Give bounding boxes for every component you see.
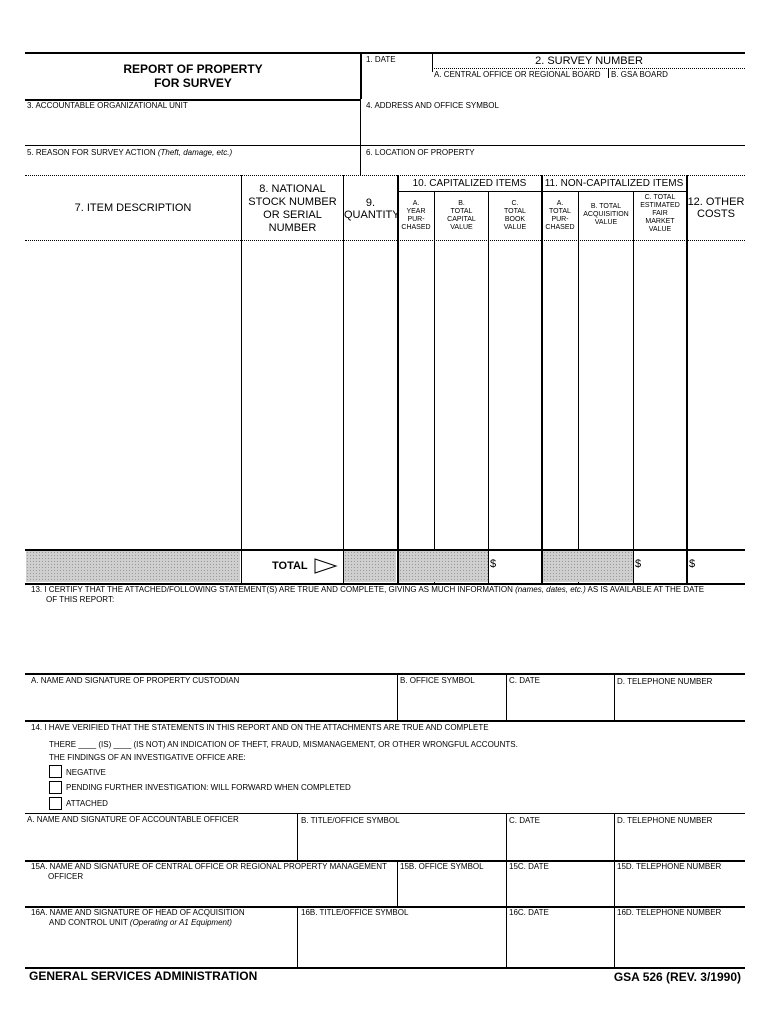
reason-label <box>27 148 232 158</box>
central-office-field[interactable] <box>433 80 607 98</box>
form-title-line1: REPORT OF PROPERTY <box>123 62 263 76</box>
acquisition-head-hint: (Operating or A1 Equipment) <box>129 918 232 927</box>
acquisition-head-label <box>31 908 245 928</box>
form-title <box>25 62 361 90</box>
regional-officer-line1: 15A. NAME AND SIGNATURE OF CENTRAL OFFICE OR REGIONAL PROPERTY MANAGEMENT <box>31 862 387 871</box>
certify-line2: OF THIS REPORT: <box>46 595 115 604</box>
cap-a-4: CHASED <box>401 224 431 231</box>
certify-line1-b: AS IS AVAILABLE AT THE DATE <box>585 585 705 594</box>
negative-label: NEGATIVE <box>66 768 106 777</box>
certify-entry-area[interactable] <box>26 608 744 672</box>
item-description-header: 7. ITEM DESCRIPTION <box>74 202 192 214</box>
item-entry-area[interactable] <box>26 242 744 548</box>
nsn-header-1: 8. NATIONAL <box>259 183 326 195</box>
nsn-header-4: NUMBER <box>268 222 317 234</box>
cap-b-3: CAPITAL <box>447 216 476 223</box>
total-shaded-cap-a <box>399 551 488 582</box>
gsa-board-label: B. GSA BOARD <box>611 70 668 79</box>
attached-checkbox[interactable] <box>49 797 62 810</box>
total-text: TOTAL <box>272 560 308 572</box>
non-b-2: ACQUISITION <box>583 211 629 218</box>
pending-checkbox[interactable] <box>49 781 62 794</box>
non-c-4: MARKET <box>645 218 675 225</box>
other-costs-1: 12. OTHER <box>687 196 745 208</box>
location-label: 6. LOCATION OF PROPERTY <box>366 148 475 157</box>
reason-label-text: 5. REASON FOR SURVEY ACTION <box>27 148 156 157</box>
custodian-name-label: A. NAME AND SIGNATURE OF PROPERTY CUSTODIAN <box>31 676 240 685</box>
total-shaded-qty <box>344 551 396 582</box>
certify-line1-a: 13. I CERTIFY THAT THE ATTACHED/FOLLOWING STATEMENT(S) ARE TRUE AND COMPLETE, GIVING AS MUCH INFORMATION <box>31 585 516 594</box>
non-c-1: C. TOTAL <box>644 194 676 201</box>
non-c-header <box>634 194 686 234</box>
verify-line1: 14. I HAVE VERIFIED THAT THE STATEMENTS IN THIS REPORT AND ON THE ATTACHMENTS ARE TRUE AND COMPLETE <box>31 723 489 732</box>
gsa-board-field[interactable] <box>609 80 745 98</box>
other-costs-2: COSTS <box>697 208 735 220</box>
date-field[interactable] <box>362 66 430 96</box>
arrow-right-icon <box>314 558 338 574</box>
cap-a-header <box>398 200 434 232</box>
non-a-1: A. <box>556 200 564 207</box>
nsn-header <box>242 183 343 235</box>
certify-statement <box>31 585 743 605</box>
verify-line2: THERE ____ (IS) ____ (IS NOT) AN INDICATION OF THEFT, FRAUD, MISMANAGEMENT, OR OTHER WRONGFUL ACCOUNTS. <box>49 740 518 749</box>
negative-checkbox[interactable] <box>49 765 62 778</box>
total-other-costs-dollar: $ <box>689 558 696 570</box>
capitalized-header: 10. CAPITALIZED ITEMS <box>412 178 527 189</box>
accountable-unit-label: 3. ACCOUNTABLE ORGANIZATIONAL UNIT <box>27 101 188 110</box>
total-cap-book-dollar: $ <box>490 558 497 570</box>
cap-a-1: A. <box>412 200 420 207</box>
quantity-header <box>344 197 400 221</box>
survey-number-label: 2. SURVEY NUMBER <box>535 55 643 67</box>
date-label: 1. DATE <box>366 55 396 64</box>
regional-date-label: 15C. DATE <box>509 862 549 871</box>
nsn-header-2: STOCK NUMBER <box>248 196 337 208</box>
total-shaded-non-a <box>543 551 633 582</box>
acquisition-date-label: 16C. DATE <box>509 908 549 917</box>
non-b-header <box>579 203 633 227</box>
custodian-date-label: C. DATE <box>509 676 540 685</box>
cap-c-2: TOTAL <box>504 208 526 215</box>
acquisition-head-line2 <box>31 918 245 928</box>
regional-officer-line2: OFFICER <box>48 872 84 881</box>
officer-telephone-label: D. TELEPHONE NUMBER <box>617 816 713 825</box>
address-office-label: 4. ADDRESS AND OFFICE SYMBOL <box>366 101 499 110</box>
cap-b-1: B. <box>458 200 465 207</box>
cap-c-1: C. <box>511 200 519 207</box>
quantity-number: 9. <box>365 197 376 209</box>
officer-date-label: C. DATE <box>509 816 540 825</box>
non-a-3: PUR- <box>551 216 569 223</box>
cap-c-4: VALUE <box>503 224 527 231</box>
custodian-office-label: B. OFFICE SYMBOL <box>400 676 475 685</box>
cap-a-2: YEAR <box>406 208 426 215</box>
form-number: GSA 526 (REV. 3/1990) <box>613 970 741 984</box>
quantity-label: QUANTITY <box>344 209 400 221</box>
acquisition-telephone-label: 16D. TELEPHONE NUMBER <box>617 908 722 917</box>
reason-hint: (Theft, damage, etc.) <box>157 148 233 157</box>
regional-telephone-label: 15D. TELEPHONE NUMBER <box>617 862 722 871</box>
acquisition-title-label: 16B. TITLE/OFFICE SYMBOL <box>301 908 409 917</box>
officer-name-label: A. NAME AND SIGNATURE OF ACCOUNTABLE OFFICER <box>27 815 239 824</box>
acquisition-head-line2-text: AND CONTROL UNIT <box>49 918 130 927</box>
nsn-header-3: OR SERIAL <box>263 209 322 221</box>
regional-office-label: 15B. OFFICE SYMBOL <box>400 862 484 871</box>
custodian-telephone-label: D. TELEPHONE NUMBER <box>617 677 713 686</box>
non-a-2: TOTAL <box>549 208 571 215</box>
officer-title-label: B. TITLE/OFFICE SYMBOL <box>301 816 400 825</box>
cap-b-2: TOTAL <box>450 208 473 215</box>
central-office-label: A. CENTRAL OFFICE OR REGIONAL BOARD <box>434 70 601 79</box>
cap-a-3: PUR- <box>407 216 425 223</box>
non-a-header <box>542 200 578 232</box>
total-fair-market-dollar: $ <box>635 558 642 570</box>
total-shaded-left <box>26 551 240 582</box>
total-label <box>272 558 338 574</box>
attached-label: ATTACHED <box>66 799 108 808</box>
non-c-2: ESTIMATED <box>640 202 680 209</box>
cap-c-3: BOOK <box>504 216 526 223</box>
noncapitalized-header: 11. NON-CAPITALIZED ITEMS <box>544 178 684 189</box>
non-b-1: B. TOTAL <box>590 203 622 210</box>
form-title-line2: FOR SURVEY <box>154 76 232 90</box>
pending-label: PENDING FURTHER INVESTIGATION: WILL FORWARD WHEN COMPLETED <box>66 783 351 792</box>
non-a-4: CHASED <box>545 224 575 231</box>
agency-name: GENERAL SERVICES ADMINISTRATION <box>29 969 258 983</box>
cap-c-header <box>489 200 541 232</box>
other-costs-header <box>687 196 745 220</box>
cap-b-header <box>435 200 488 232</box>
non-b-3: VALUE <box>594 219 618 226</box>
non-c-5: VALUE <box>648 226 672 233</box>
non-c-3: FAIR <box>652 210 668 217</box>
acquisition-head-line1: 16A. NAME AND SIGNATURE OF HEAD OF ACQUISITION <box>31 908 245 917</box>
cap-b-4: VALUE <box>450 224 473 231</box>
regional-officer-label <box>31 862 387 882</box>
certify-hint: (names, dates, etc.) <box>515 585 586 594</box>
verify-line3: THE FINDINGS OF AN INVESTIGATIVE OFFICE ARE: <box>49 753 246 762</box>
